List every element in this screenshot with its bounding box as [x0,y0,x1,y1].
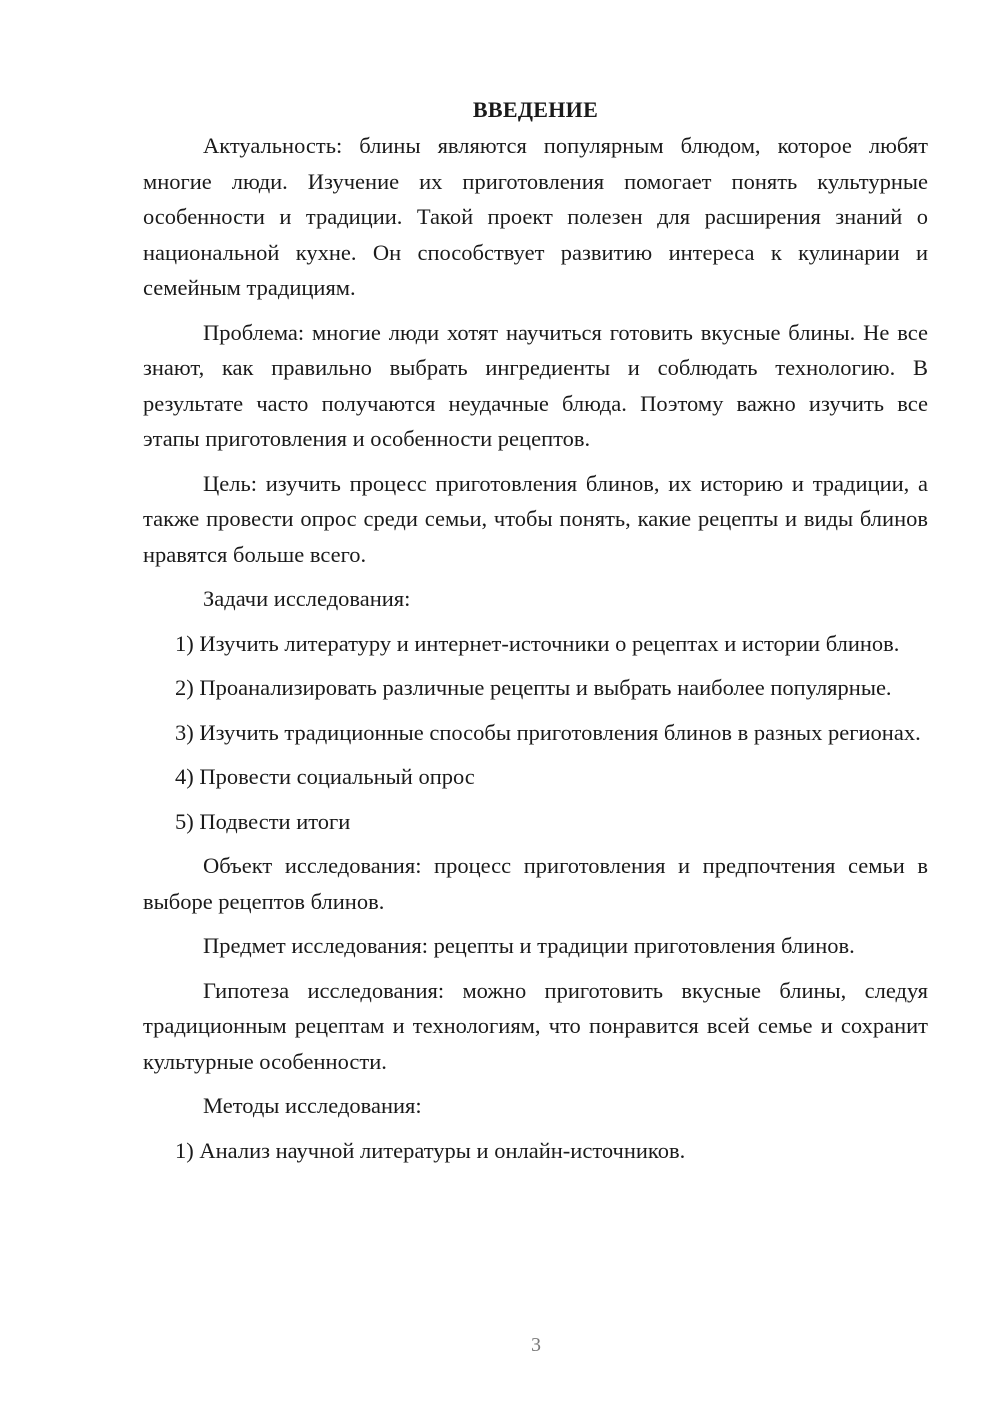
task-item: 3) Изучить традиционные способы приготовления блинов в разных регионах. [175,719,921,745]
task-item: 2) Проанализировать различные рецепты и выбрать наиболее популярные. [175,675,892,700]
task-item: 5) Подвести итоги [175,808,351,834]
page-number: 3 [531,1334,541,1356]
problem-paragraph: Проблема: многие люди хотят научиться готовить вкусные блины. Не все знают, как правильно выбрать ингредиенты и соблюдать технологию. В результате часто получаются неудачные блюда. Поэтому важно изучить все этапы приготовления и особенности рецептов. [143,319,928,451]
tasks-title: Задачи исследования: [203,586,411,611]
hypothesis-paragraph: Гипотеза исследования: можно приготовить вкусные блины, следуя традиционным рецептам и технологиям, что понравится всей семье и сохранит культурные особенности. [143,977,928,1074]
page-content [143,94,928,1177]
page-title: ВВЕДЕНИЕ [472,97,599,122]
method-item: 1) Анализ научной литературы и онлайн-источников. [175,1137,686,1163]
subject-paragraph: Предмет исследования: рецепты и традиции приготовления блинов. [203,933,855,958]
task-item: 4) Провести социальный опрос [175,764,475,789]
task-item: 1) Изучить литературу и интернет-источники о рецептах и истории блинов. [175,630,900,656]
methods-title: Методы исследования: [203,1093,422,1118]
goal-paragraph: Цель: изучить процесс приготовления блинов, их историю и традиции, а также провести опрос среди семьи, чтобы понять, какие рецепты и виды блинов нравятся больше всего. [143,470,928,567]
relevance-paragraph: Актуальность: блины являются популярным блюдом, которое любят многие люди. Изучение их приготовления помогает понять культурные особенности и традиции. Такой проект полезен для расширения знаний о национальной кухне. Он способствует развитию интереса к кулинарии и семейным традициям. [143,133,928,300]
object-paragraph: Объект исследования: процесс приготовления и предпочтения семьи в выборе рецептов блинов. [143,853,928,914]
